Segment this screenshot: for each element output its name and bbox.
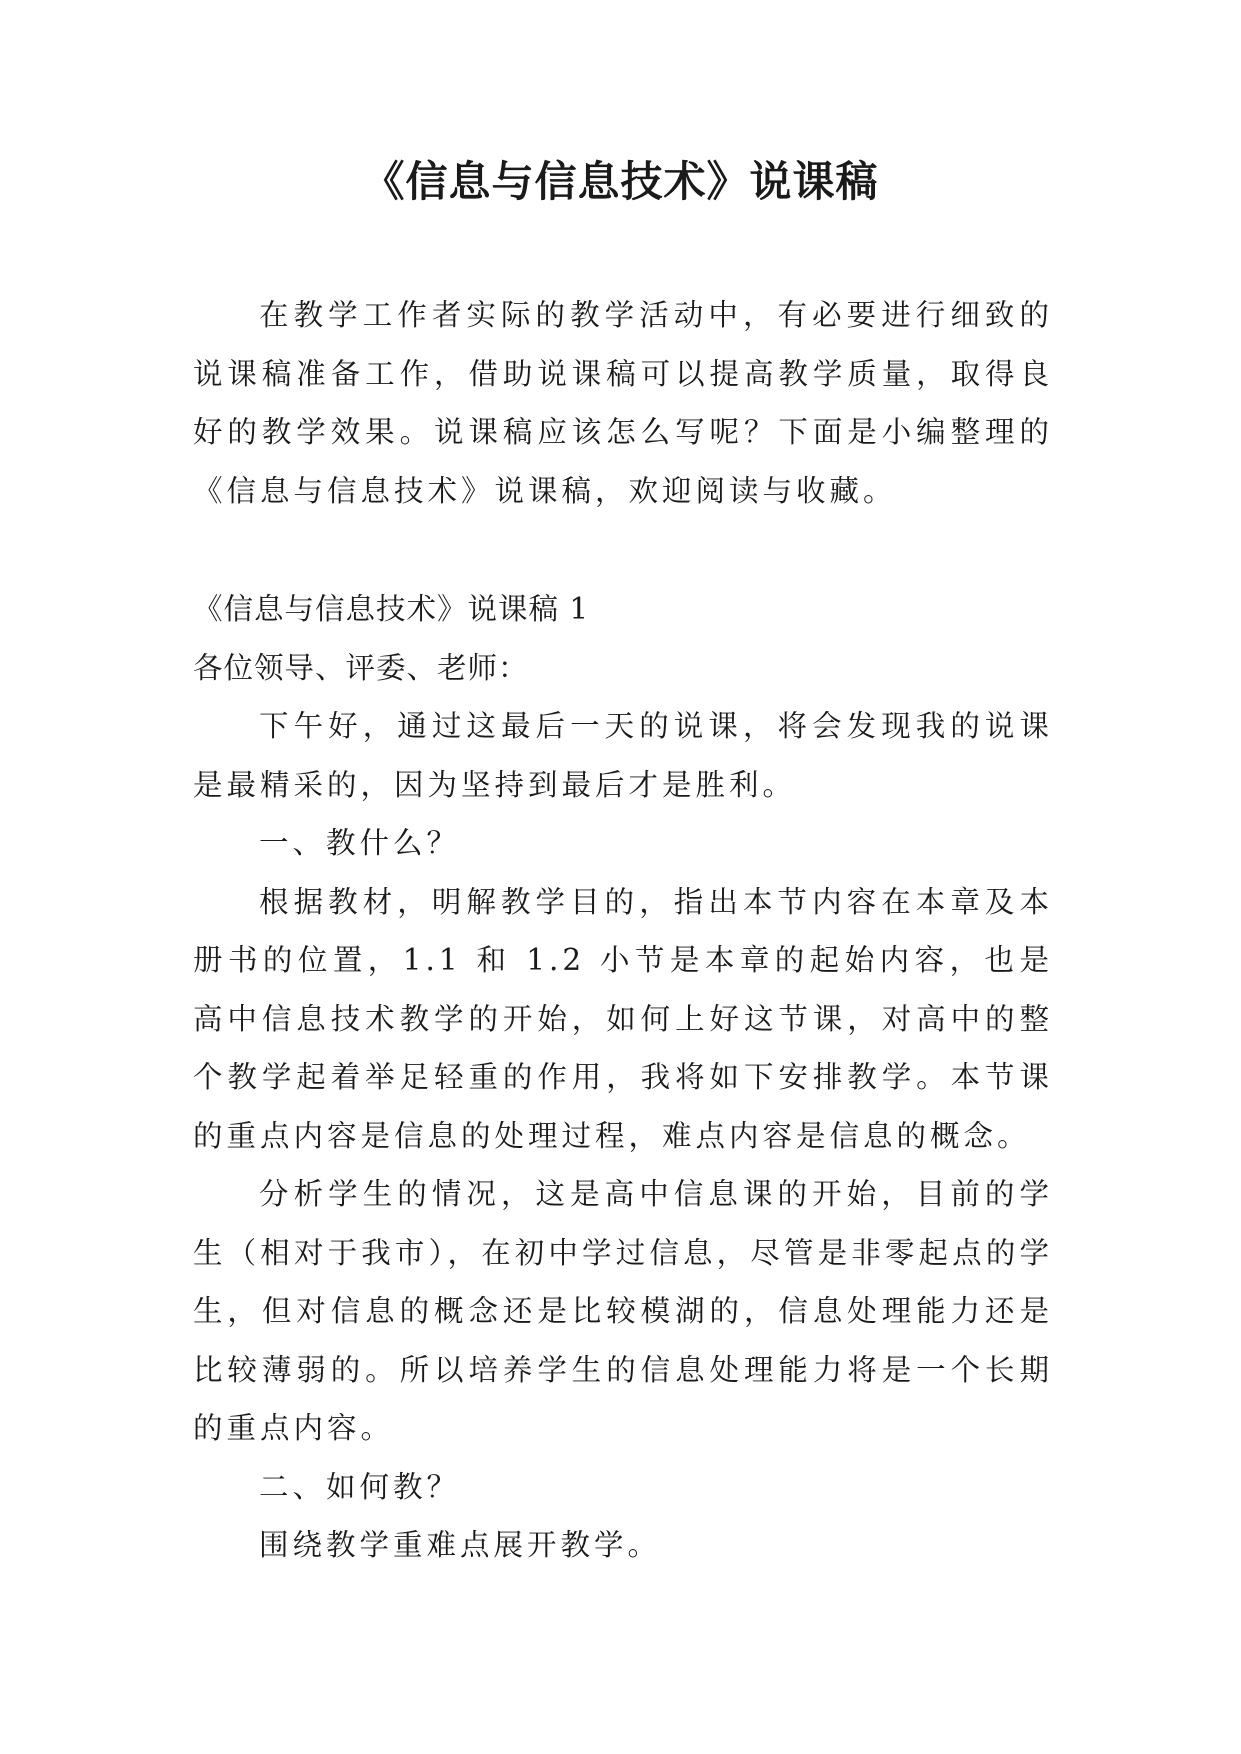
intro-paragraph: 在教学工作者实际的教学活动中，有必要进行细致的说课稿准备工作，借助说课稿可以提高教学质量，取得良好的教学效果。说课稿应该怎么写呢？下面是小编整理的《信息与信息技术》说课稿，欢迎阅读与收藏。 <box>193 298 1053 508</box>
body-paragraph: 分析学生的情况，这是高中信息课的开始，目前的学生（相对于我市），在初中学过信息，尽管是非零起点的学生，但对信息的概念还是比较模湖的，信息处理能力还是比较薄弱的。所以培养学生的信息处理能力将是一个长期的重点内容。 <box>193 1177 1053 1445</box>
intro-block <box>193 286 1053 520</box>
body-paragraph: 下午好，通过这最后一天的说课，将会发现我的说课是最精采的，因为坚持到最后才是胜利。 <box>193 709 1053 802</box>
subheading-how-to-teach: 二、如何教？ <box>259 1469 461 1504</box>
subheading-what-to-teach: 一、教什么？ <box>259 826 461 860</box>
section-1 <box>193 580 1053 1575</box>
document-title: 《信息与信息技术》说课稿 <box>362 157 879 206</box>
body-paragraph: 围绕教学重难点展开教学。 <box>259 1528 662 1562</box>
salutation: 各位领导、评委、老师： <box>193 650 529 685</box>
body-paragraph: 根据教材，明解教学目的，指出本节内容在本章及本册书的位置，1.1 和 1.2 小节是本章的起始内容，也是高中信息技术教学的开始，如何上好这节课，对高中的整个教学起着举足轻重的作用，我将如下安排教学。本节课的重点内容是信息的处理过程，难点内容是信息的概念。 <box>193 884 1053 1153</box>
section-heading: 《信息与信息技术》说课稿 1 <box>193 592 590 626</box>
